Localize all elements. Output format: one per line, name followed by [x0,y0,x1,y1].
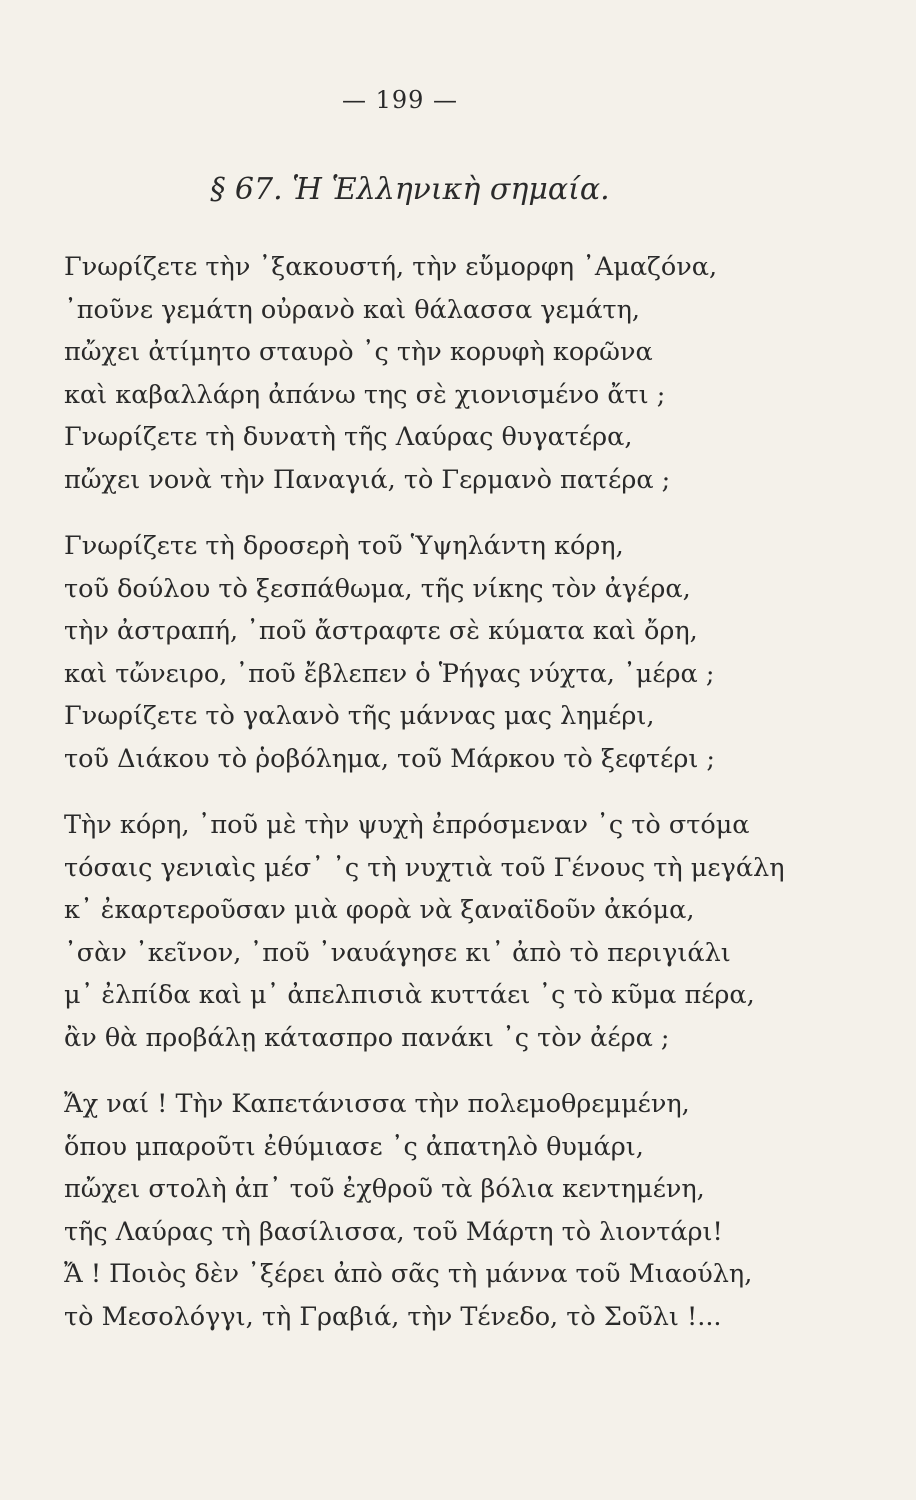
poem-line: Τὴν κόρη, ᾽ποῦ μὲ τὴν ψυχὴ ἐπρόσμεναν ᾽ς τὸ στόμα [64,810,750,840]
stanza-3 [64,804,864,1059]
poem-line: ᾽ποῦνε γεμάτη οὐρανὸ καὶ θάλασσα γεμάτη, [64,294,641,325]
poem-line: τόσαις γενιαὶς μέσ᾽ ᾽ς τὴ νυχτιὰ τοῦ Γένους τὴ μεγάλη [64,852,785,883]
poem-line: πὤχει νονὰ τὴν Παναγιά, τὸ Γερμανὸ πατέρα ; [64,464,671,495]
poem-line: Ἄ ! Ποιὸς δὲν ᾽ξέρει ἀπὸ σᾶς τὴ μάννα τοῦ Μιαούλη, [64,1259,753,1289]
poem-line: Γνωρίζετε τὴ δροσερὴ τοῦ Ὑψηλάντη κόρη, [64,531,624,561]
poem-line: τὸ Μεσολόγγι, τὴ Γραβιά, τὴν Τένεδο, τὸ Σοῦλι !... [64,1301,722,1332]
poem-line: Ἄχ ναί ! Τὴν Καπετάνισσα τὴν πολεμοθρεμμένη, [64,1089,690,1119]
poem-line: τοῦ δούλου τὸ ξεσπάθωμα, τῆς νίκης τὸν ἀγέρα, [64,573,691,604]
poem-line: ὅπου μπαροῦτι ἐθύμιασε ᾽ς ἀπατηλὸ θυμάρι, [64,1131,644,1162]
poem-line: κ᾽ ἐκαρτεροῦσαν μιὰ φορὰ νὰ ξαναϊδοῦν ἀκόμα, [64,895,695,925]
poem-line: καὶ τὤνειρο, ᾽ποῦ ἔβλεπεν ὁ Ῥήγας νύχτα, ᾽μέρα ; [64,658,715,689]
stanza-4 [64,1083,864,1338]
poem-line: Γνωρίζετε τὴ δυνατὴ τῆς Λαύρας θυγατέρα, [64,422,633,452]
poem-line: ἂν θὰ προβάλῃ κάτασπρο πανάκι ᾽ς τὸν ἀέρα ; [64,1022,670,1053]
poem-line: καὶ καβαλλάρη ἀπάνω της σὲ χιονισμένο ἄτι ; [64,379,666,410]
section-title: § 67. Ἡ Ἑλληνικὴ σημαία. [210,172,610,207]
poem-line: τῆς Λαύρας τὴ βασίλισσα, τοῦ Μάρτη τὸ λιοντάρι! [64,1216,723,1247]
stanza-1 [64,246,864,501]
poem-line: μ᾽ ἐλπίδα καὶ μ᾽ ἀπελπισιὰ κυττάει ᾽ς τὸ κῦμα πέρα, [64,980,755,1010]
page-number: — 199 — [341,86,459,114]
poem-line: πὤχει στολὴ ἀπ᾽ τοῦ ἐχθροῦ τὰ βόλια κεντημένη, [64,1174,705,1204]
poem-line: τὴν ἀστραπή, ᾽ποῦ ἄστραφτε σὲ κύματα καὶ ὄρη, [64,616,698,646]
poem-line: Γνωρίζετε τὴν ᾽ξακουστή, τὴν εὔμορφη ᾽Αμαζόνα, [64,252,718,282]
poem-line: Γνωρίζετε τὸ γαλανὸ τῆς μάννας μας λημέρι, [64,701,655,731]
poem-line: τοῦ Διάκου τὸ ῥοβόλημα, τοῦ Μάρκου τὸ ξεφτέρι ; [64,743,716,774]
stanza-2 [64,525,864,780]
poem [64,246,864,1362]
poem-line: πὤχει ἀτίμητο σταυρὸ ᾽ς τὴν κορυφὴ κορῶνα [64,337,653,367]
poem-line: ᾽σὰν ᾽κεῖνον, ᾽ποῦ ᾽ναυάγησε κι᾽ ἀπὸ τὸ περιγιάλι [64,937,731,968]
